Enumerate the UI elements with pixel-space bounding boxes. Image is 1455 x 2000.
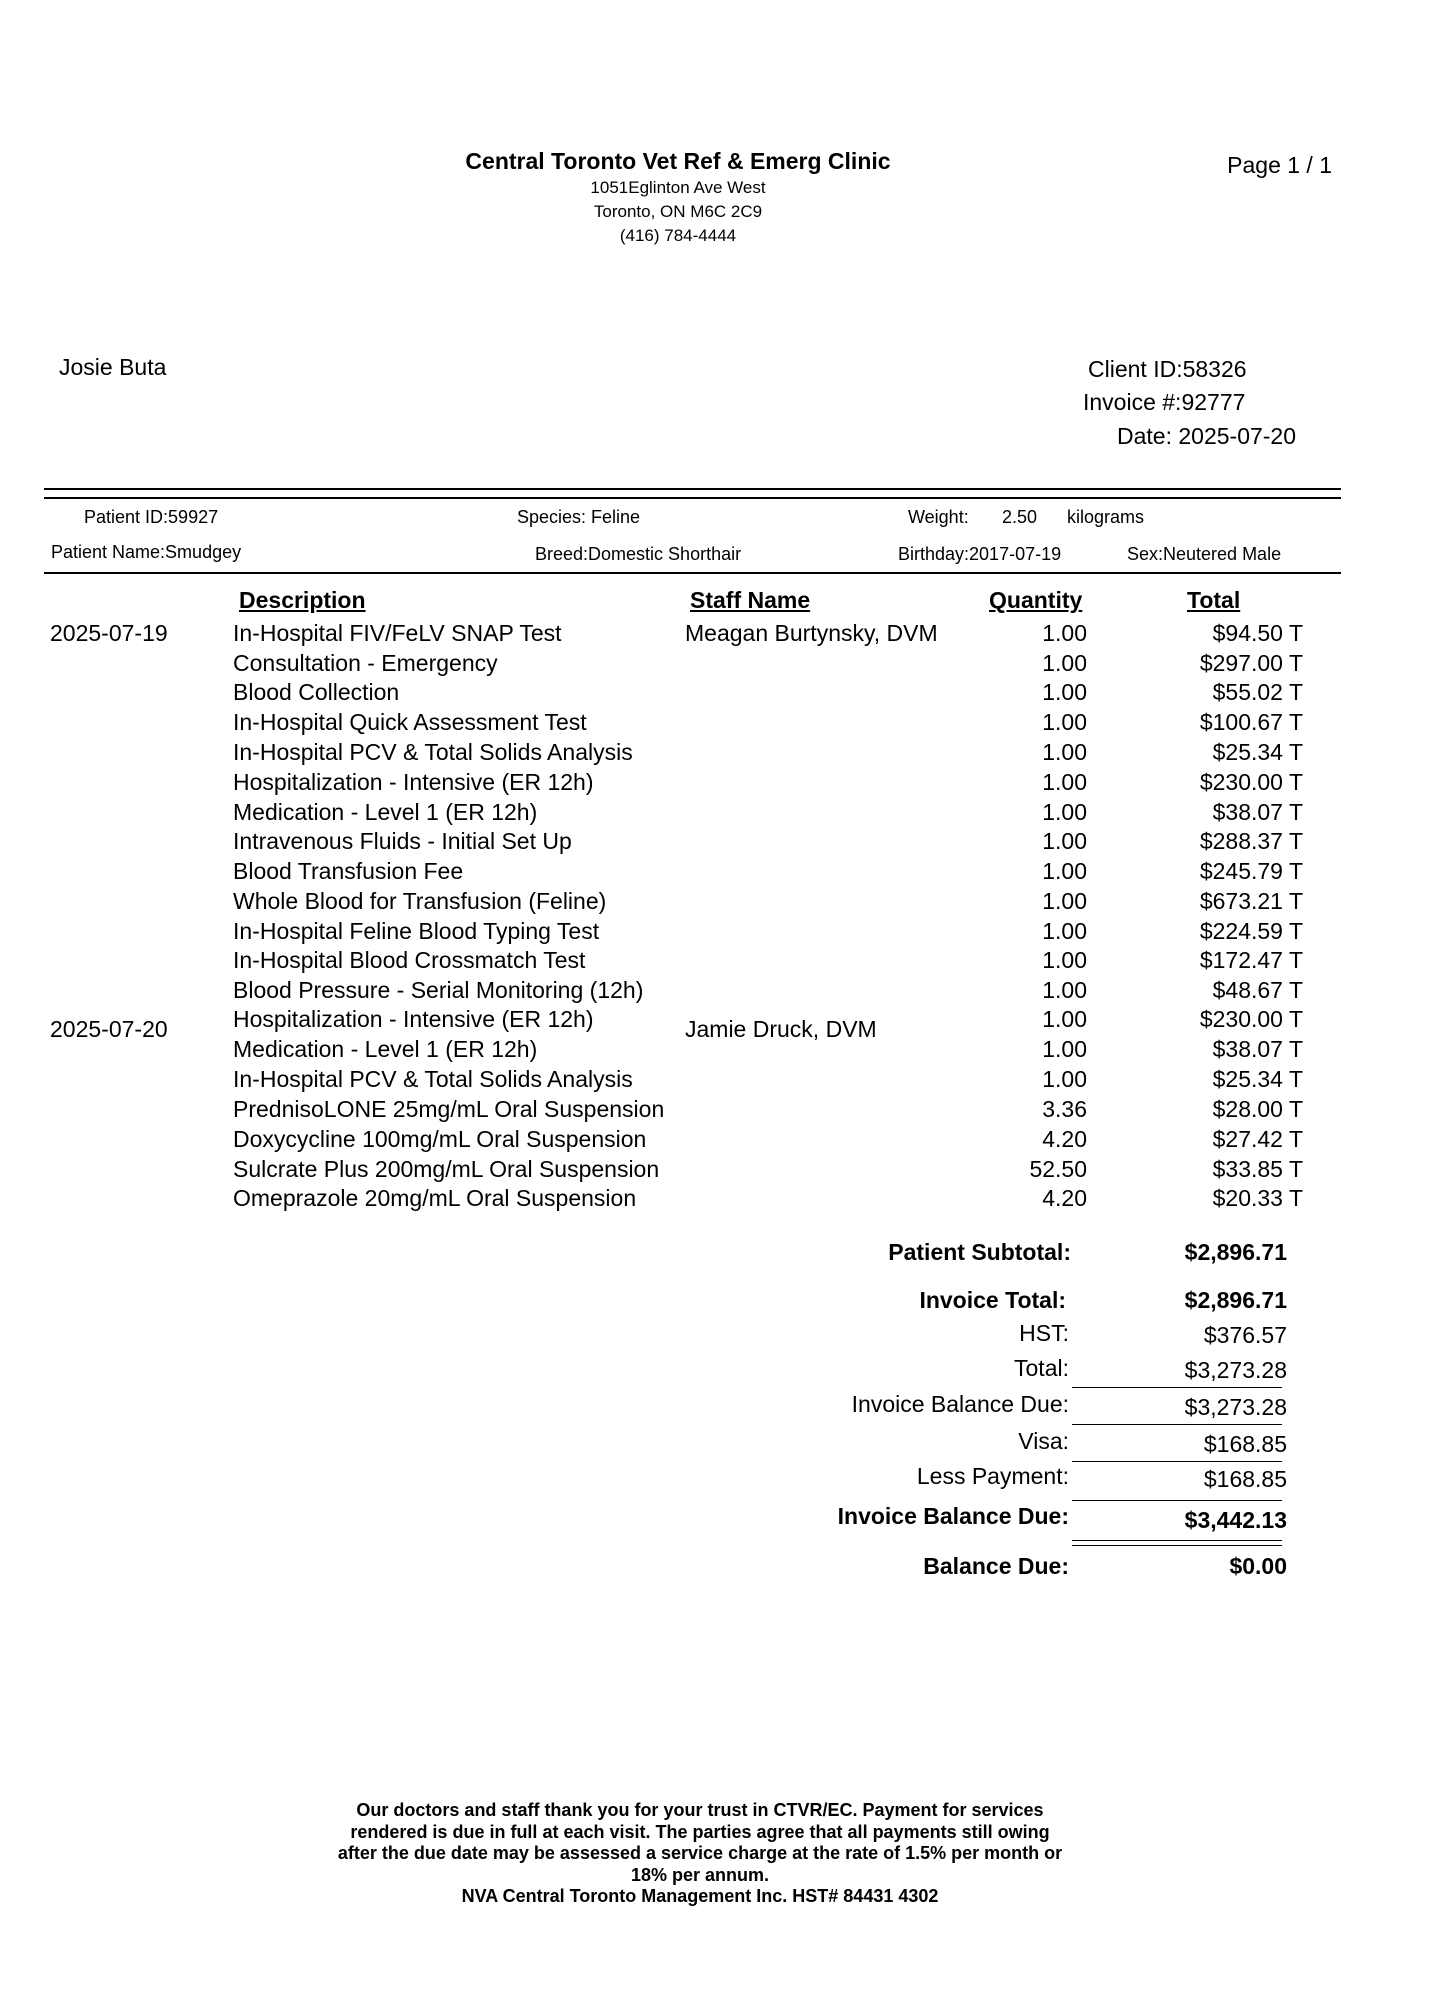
item-description: Hospitalization - Intensive (ER 12h) [233, 769, 594, 795]
item-total: $100.67 T [1199, 709, 1303, 735]
line-item [0, 799, 1455, 829]
line-item [0, 1096, 1455, 1126]
item-quantity: 1.00 [1042, 1066, 1087, 1092]
line-item [0, 858, 1455, 888]
line-item [0, 888, 1455, 918]
client-id: Client ID:58326 [1088, 356, 1247, 382]
visa-value: $168.85 [1203, 1431, 1287, 1457]
line-item [0, 709, 1455, 739]
item-total: $25.34 T [1212, 1066, 1303, 1092]
item-total: $27.42 T [1212, 1126, 1303, 1152]
line-item [0, 1156, 1455, 1186]
invoice-number: Invoice #:92777 [1083, 389, 1246, 415]
line-item [0, 769, 1455, 799]
item-quantity: 1.00 [1042, 679, 1087, 705]
item-total: $33.85 T [1212, 1156, 1303, 1182]
staff-second: Jamie Druck, DVM [685, 1016, 877, 1042]
hst-label: HST: [1019, 1320, 1069, 1346]
divider-patient [44, 572, 1341, 574]
item-quantity: 1.00 [1042, 858, 1087, 884]
item-total: $172.47 T [1199, 947, 1303, 973]
item-total: $224.59 T [1199, 918, 1303, 944]
invoice-balance-due-label: Invoice Balance Due: [837, 1503, 1069, 1529]
line-item [0, 977, 1455, 1007]
item-quantity: 1.00 [1042, 828, 1087, 854]
item-description: In-Hospital PCV & Total Solids Analysis [233, 739, 633, 765]
patient-subtotal-label: Patient Subtotal: [888, 1239, 1071, 1265]
invoice-balance-due-value: $3,442.13 [1184, 1507, 1287, 1533]
client-name: Josie Buta [59, 354, 167, 380]
line-item [0, 1066, 1455, 1096]
less-payment-value: $168.85 [1203, 1466, 1287, 1492]
item-total: $230.00 T [1199, 769, 1303, 795]
column-staff-name: Staff Name [690, 587, 811, 613]
item-description: PrednisoLONE 25mg/mL Oral Suspension [233, 1096, 665, 1122]
total-underline [1072, 1387, 1282, 1388]
item-quantity: 4.20 [1042, 1185, 1087, 1211]
clinic-address-line-2: Toronto, ON M6C 2C9 [593, 202, 763, 221]
item-total: $245.79 T [1199, 858, 1303, 884]
item-quantity: 1.00 [1042, 947, 1087, 973]
item-quantity: 1.00 [1042, 1036, 1087, 1062]
item-total: $230.00 T [1199, 1006, 1303, 1032]
patient-name: Patient Name:Smudgey [51, 542, 242, 562]
line-item [0, 918, 1455, 948]
visa-underline [1072, 1461, 1282, 1462]
item-quantity: 1.00 [1042, 709, 1087, 735]
line-item [0, 1126, 1455, 1156]
line-item [0, 739, 1455, 769]
line-item [0, 1036, 1455, 1066]
item-quantity: 1.00 [1042, 799, 1087, 825]
column-total: Total [1187, 587, 1241, 613]
item-description: Consultation - Emergency [233, 649, 498, 676]
patient-weight-unit: kilograms [1067, 507, 1145, 527]
invoice-date: Date: 2025-07-20 [1117, 423, 1297, 449]
item-description: Intravenous Fluids - Initial Set Up [233, 828, 572, 854]
item-quantity: 52.50 [1029, 1156, 1087, 1182]
line-item [0, 1006, 1455, 1036]
item-description: Doxycycline 100mg/mL Oral Suspension [233, 1126, 647, 1152]
patient-weight-label: Weight: [908, 507, 969, 527]
payment-underline [1072, 1500, 1282, 1501]
item-total: $48.67 T [1212, 977, 1303, 1003]
item-description: Omeprazole 20mg/mL Oral Suspension [233, 1185, 637, 1211]
line-item [0, 1185, 1455, 1215]
item-total: $673.21 T [1199, 888, 1303, 914]
column-quantity: Quantity [989, 587, 1083, 613]
final-balance-label: Balance Due: [923, 1553, 1069, 1579]
hst-value: $376.57 [1203, 1322, 1287, 1348]
item-description: In-Hospital Feline Blood Typing Test [233, 918, 600, 944]
balance-due-label: Invoice Balance Due: [851, 1391, 1069, 1417]
double-rule-top [1072, 1540, 1282, 1541]
item-description: In-Hospital FIV/FeLV SNAP Test [233, 620, 562, 646]
patient-breed: Breed:Domestic Shorthair [535, 544, 742, 564]
item-description: In-Hospital Quick Assessment Test [233, 709, 587, 735]
item-description: Medication - Level 1 (ER 12h) [233, 799, 538, 825]
footer-line-5: NVA Central Toronto Management Inc. HST# 84431 4302 [461, 1886, 939, 1906]
line-item [0, 620, 1455, 650]
footer-line-2: rendered is due in full at each visit. The parties agree that all payments still owing [350, 1821, 1050, 1842]
footer-line-1: Our doctors and staff thank you for your trust in CTVR/EC. Payment for services [356, 1800, 1044, 1820]
item-total: $94.50 T [1212, 620, 1303, 646]
item-quantity: 1.00 [1042, 977, 1087, 1003]
patient-subtotal-value: $2,896.71 [1184, 1239, 1287, 1265]
item-description: In-Hospital PCV & Total Solids Analysis [233, 1066, 633, 1092]
service-date-second: 2025-07-20 [50, 1016, 168, 1042]
patient-species: Species: Feline [517, 507, 641, 527]
item-total: $25.34 T [1212, 739, 1303, 765]
item-description: Hospitalization - Intensive (ER 12h) [233, 1006, 594, 1032]
total-value: $3,273.28 [1184, 1357, 1287, 1383]
item-description: Medication - Level 1 (ER 12h) [233, 1036, 538, 1062]
divider-top-2 [44, 497, 1341, 499]
line-item [0, 947, 1455, 977]
item-description: Blood Collection [233, 679, 400, 705]
item-description: Whole Blood for Transfusion (Feline) [233, 888, 607, 914]
less-payment-label: Less Payment: [916, 1463, 1069, 1489]
patient-id: Patient ID:59927 [84, 507, 219, 527]
item-quantity: 1.00 [1042, 1006, 1087, 1032]
page-number: Page 1 / 1 [1227, 152, 1332, 178]
balance-underline [1072, 1424, 1282, 1425]
double-rule-bottom [1072, 1545, 1282, 1546]
patient-sex: Sex:Neutered Male [1127, 544, 1282, 564]
item-quantity: 1.00 [1042, 739, 1087, 765]
footer-line-4: 18% per annum. [630, 1864, 770, 1885]
visa-label: Visa: [1018, 1428, 1069, 1454]
service-date-first: 2025-07-19 [50, 620, 168, 646]
item-description: Blood Transfusion Fee [233, 858, 464, 884]
item-quantity: 3.36 [1042, 1096, 1087, 1122]
balance-due-value: $3,273.28 [1184, 1394, 1287, 1420]
item-total: $297.00 T [1199, 649, 1303, 676]
patient-weight-value: 2.50 [1002, 507, 1038, 527]
final-balance-value: $0.00 [1229, 1553, 1287, 1579]
total-label: Total: [1014, 1355, 1069, 1381]
line-item [0, 828, 1455, 858]
item-quantity: 1.00 [1042, 918, 1087, 944]
item-total: $20.33 T [1212, 1185, 1303, 1211]
item-total: $55.02 T [1212, 679, 1303, 705]
clinic-name: Central Toronto Vet Ref & Emerg Clinic [465, 148, 891, 174]
footer-notice [0, 1800, 1400, 1908]
item-total: $38.07 T [1212, 1036, 1303, 1062]
item-total: $288.37 T [1199, 828, 1303, 854]
clinic-address-line-1: 1051Eglinton Ave West [590, 178, 766, 197]
item-total: $38.07 T [1212, 799, 1303, 825]
item-quantity: 1.00 [1042, 769, 1087, 795]
clinic-phone: (416) 784-4444 [619, 226, 737, 245]
item-quantity: 1.00 [1042, 620, 1087, 646]
item-total: $28.00 T [1212, 1096, 1303, 1122]
item-quantity: 1.00 [1042, 649, 1087, 676]
invoice-total-value: $2,896.71 [1184, 1287, 1287, 1313]
item-description: Sulcrate Plus 200mg/mL Oral Suspension [233, 1156, 660, 1182]
invoice-total-label: Invoice Total: [919, 1287, 1066, 1313]
staff-first: Meagan Burtynsky, DVM [685, 620, 938, 646]
column-description: Description [239, 587, 366, 613]
line-item [0, 679, 1455, 709]
item-quantity: 4.20 [1042, 1126, 1087, 1152]
footer-line-3: after the due date may be assessed a service charge at the rate of 1.5% per month or [337, 1843, 1063, 1863]
divider-top [44, 488, 1341, 490]
item-description: In-Hospital Blood Crossmatch Test [233, 947, 586, 973]
line-item [0, 650, 1455, 680]
item-description: Blood Pressure - Serial Monitoring (12h) [233, 977, 644, 1003]
patient-birthday: Birthday:2017-07-19 [898, 544, 1062, 564]
item-quantity: 1.00 [1042, 888, 1087, 914]
